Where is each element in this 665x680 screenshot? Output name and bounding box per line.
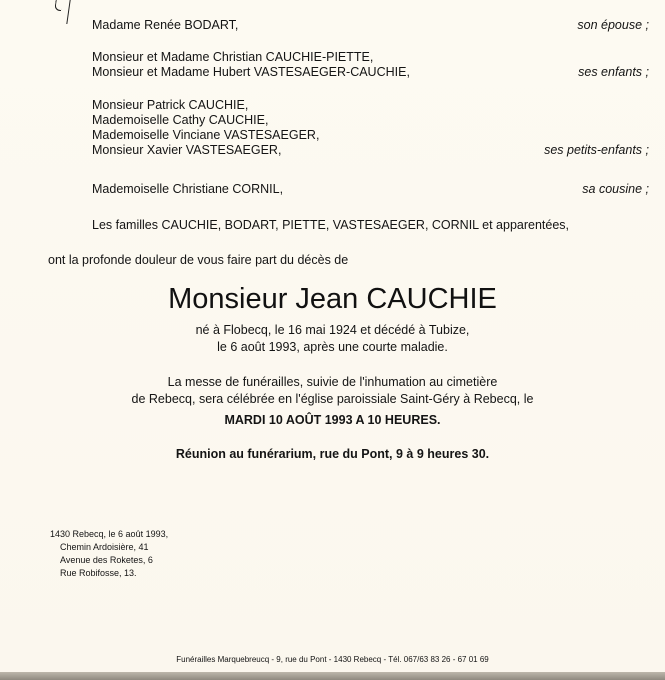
role-children: ses enfants ; xyxy=(578,65,649,79)
funeral-home-footer: Funérailles Marquebreucq - 9, rue du Pont - 1430 Rebecq - Tél. 067/63 83 26 - 67 01 69 xyxy=(176,655,489,664)
role-spouse: son épouse ; xyxy=(577,18,649,32)
mass-line-1: La messe de funérailles, suivie de l'inhumation au cimetière xyxy=(167,375,498,389)
bottom-edge xyxy=(0,672,665,680)
reunion-line: Réunion au funérarium, rue du Pont, 9 à 9 heures 30. xyxy=(175,447,490,461)
relative-spouse: Madame Renée BODART, xyxy=(92,18,239,32)
birth-death-line-2: le 6 août 1993, après une courte maladie. xyxy=(217,340,448,354)
role-cousin: sa cousine ; xyxy=(582,182,649,196)
families-line: Les familles CAUCHIE, BODART, PIETTE, VASTESAEGER, CORNIL et apparentées, xyxy=(92,218,570,232)
relative-grandchild-2: Mademoiselle Cathy CAUCHIE, xyxy=(92,113,269,127)
announcement-line: ont la profonde douleur de vous faire part du décès de xyxy=(48,253,349,267)
address-3: Rue Robifosse, 13. xyxy=(60,568,137,578)
deceased-name: Monsieur Jean CAUCHIE xyxy=(168,283,497,315)
address-2: Avenue des Roketes, 6 xyxy=(60,555,153,565)
place-date: 1430 Rebecq, le 6 août 1993, xyxy=(50,529,169,539)
relative-grandchild-4: Monsieur Xavier VASTESAEGER, xyxy=(92,143,282,157)
relative-cousin: Mademoiselle Christiane CORNIL, xyxy=(92,182,284,196)
address-1: Chemin Ardoisière, 41 xyxy=(60,542,149,552)
role-grandchildren: ses petits-enfants ; xyxy=(544,143,649,157)
relative-child-1: Monsieur et Madame Christian CAUCHIE-PIETTE, xyxy=(92,50,374,64)
mass-line-2: de Rebecq, sera célébrée en l'église paroissiale Saint-Géry à Rebecq, le xyxy=(131,392,534,406)
birth-death-line-1: né à Flobecq, le 16 mai 1924 et décédé à Tubize, xyxy=(195,323,470,337)
relative-child-2: Monsieur et Madame Hubert VASTESAEGER-CAUCHIE, xyxy=(92,65,410,79)
relative-grandchild-1: Monsieur Patrick CAUCHIE, xyxy=(92,98,249,112)
mass-date: MARDI 10 AOÛT 1993 A 10 HEURES. xyxy=(224,413,441,427)
hand-mark xyxy=(56,0,70,24)
relative-grandchild-3: Mademoiselle Vinciane VASTESAEGER, xyxy=(92,128,320,142)
